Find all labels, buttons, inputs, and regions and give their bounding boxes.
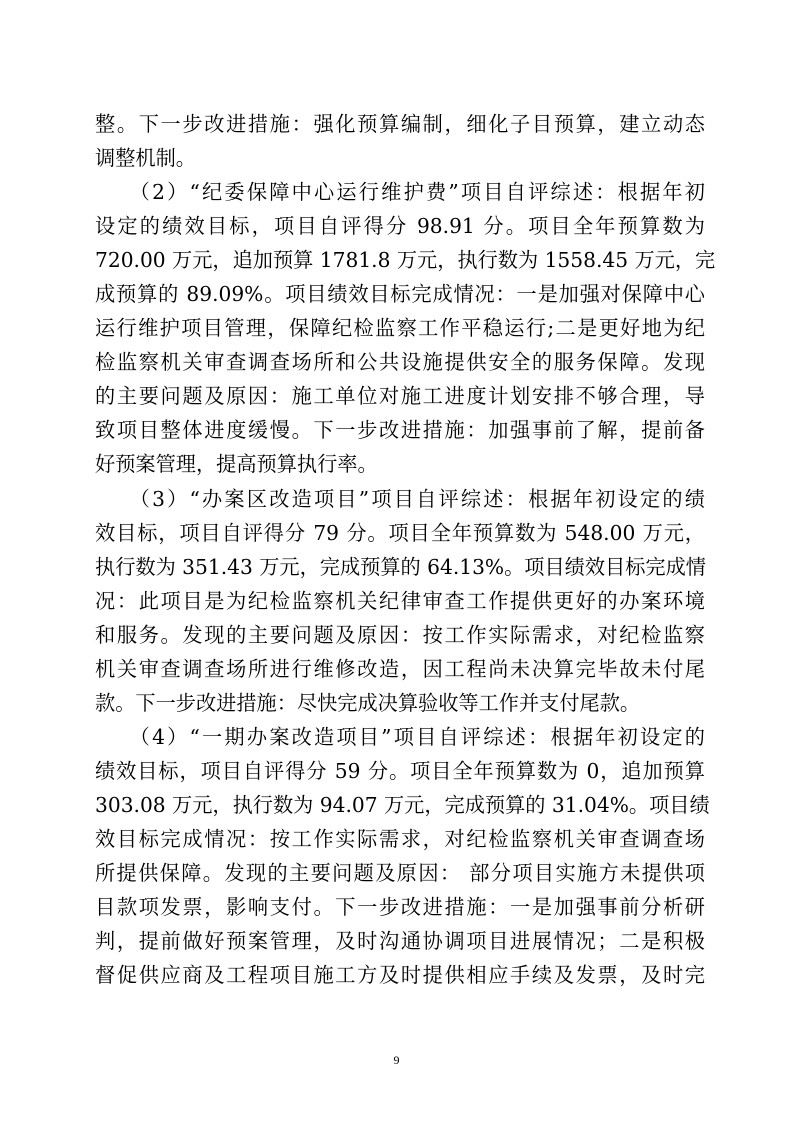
text-line: 款。下一步改进措施：尽快完成决算验收等工作并支付尾款。 [95, 690, 641, 715]
text-line: 绩效目标，项目自评得分 59 分。项目全年预算数为 0，追加预算 [95, 758, 705, 783]
text-line: 整。下一步改进措施：强化预算编制，细化子目预算，建立动态 [95, 112, 705, 136]
text-line: 720.00 万元，追加预算 1781.8 万元，执行数为 1558.45 万元，完 [95, 248, 716, 273]
text-line: 目款项发票，影响支付。下一步改进措施：一是加强事前分析研 [95, 895, 705, 920]
text-line: 运行维护项目管理，保障纪检监察工作平稳运行;二是更好地为纪 [95, 316, 705, 341]
text-line: 所提供保障。发现的主要问题及原因： 部分项目实施方未提供项 [95, 861, 705, 886]
text-line: 执行数为 351.43 万元，完成预算的 64.13%。项目绩效目标完成情 [95, 554, 706, 579]
text-line: 况：此项目是为纪检监察机关纪律审查工作提供更好的办案环境 [95, 588, 705, 613]
text-line: 设定的绩效目标，项目自评得分 98.91 分。项目全年预算数为 [95, 214, 705, 239]
text-line: 效目标，项目自评得分 79 分。项目全年预算数为 548.00 万元， [95, 520, 705, 545]
text-line: 判，提前做好预案管理，及时沟通协调项目进展情况；二是积极 [95, 929, 705, 954]
text-line: 致项目整体进度缓慢。下一步改进措施：加强事前了解，提前备 [95, 418, 705, 443]
text-line: 检监察机关审查调查场所和公共设施提供安全的服务保障。发现 [95, 350, 705, 375]
text-line: 机关审查调查场所进行维修改造，因工程尚未决算完毕故未付尾 [95, 656, 705, 681]
text-line: （4）“一期办案改造项目”项目自评综述：根据年初设定的 [95, 724, 705, 749]
text-line: 调整机制。 [95, 146, 196, 171]
text-line: 好预案管理，提高预算执行率。 [95, 452, 378, 477]
text-line: 督促供应商及工程项目施工方及时提供相应手续及发票，及时完 [95, 963, 705, 988]
page-number: 9 [393, 1053, 400, 1067]
body-text [95, 107, 716, 992]
text-line: 和服务。发现的主要问题及原因：按工作实际需求，对纪检监察 [95, 622, 705, 647]
text-line: 的主要问题及原因：施工单位对施工进度计划安排不够合理，导 [95, 384, 705, 409]
text-line: 效目标完成情况：按工作实际需求，对纪检监察机关审查调查场 [95, 826, 705, 851]
text-line: 303.08 万元，执行数为 94.07 万元，完成预算的 31.04%。项目绩 [95, 792, 710, 817]
text-line: （3）“办案区改造项目”项目自评综述：根据年初设定的绩 [95, 486, 705, 511]
text-line: 成预算的 89.09%。项目绩效目标完成情况：一是加强对保障中心 [95, 282, 705, 307]
text-line: （2）“纪委保障中心运行维护费”项目自评综述：根据年初 [95, 180, 705, 205]
